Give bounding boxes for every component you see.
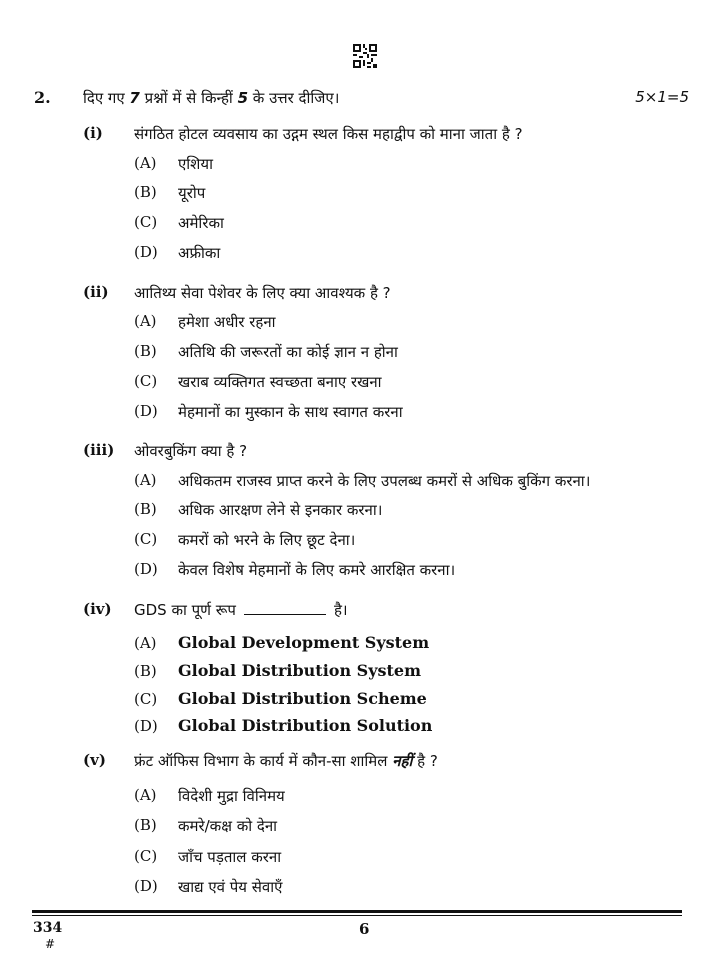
option-label: (C)	[134, 530, 158, 548]
option-text: अतिथि की जरूरतों का कोई ज्ञान न होना	[178, 343, 398, 361]
option-label: (C)	[134, 847, 158, 865]
subquestion-text: आतिथ्य सेवा पेशेवर के लिए क्या आवश्यक है ?	[134, 284, 391, 302]
option-text: अधिक आरक्षण लेने से इनकार करना।	[178, 501, 383, 519]
subquestion-text: संगठित होटल व्यवसाय का उद्गम स्थल किस महाद्वीप को माना जाता है ?	[134, 125, 523, 143]
option-text: खराब व्यक्तिगत स्वच्छता बनाए रखना	[178, 373, 382, 391]
option-label: (B)	[134, 342, 157, 360]
subquestion-label: (iv)	[83, 600, 112, 618]
option-label: (B)	[134, 183, 157, 201]
answer-count: 5	[237, 89, 249, 107]
option-text: कमरों को भरने के लिए छूट देना।	[178, 531, 356, 549]
subquestion-label: (i)	[83, 124, 103, 142]
option-text: अधिकतम राजस्व प्राप्त करने के लिए उपलब्ध कमरों से अधिक बुकिंग करना।	[178, 472, 591, 490]
option-label: (A)	[134, 312, 157, 330]
option-text: विदेशी मुद्रा विनिमय	[178, 787, 285, 805]
footer-divider-thin	[32, 915, 682, 916]
footer-divider	[32, 910, 682, 913]
qr-code-icon	[353, 44, 377, 68]
option-text: Global Distribution Solution	[178, 716, 433, 735]
option-label: (A)	[134, 471, 157, 489]
option-text: Global Development System	[178, 633, 430, 652]
footer-hash: #	[45, 937, 56, 951]
option-text: एशिया	[178, 155, 213, 173]
question-marks: 5×1=5	[635, 88, 689, 106]
option-label: (D)	[134, 243, 158, 261]
subquestion-text: ओवरबुकिंग क्या है ?	[134, 442, 248, 460]
option-label: (C)	[134, 213, 158, 231]
subquestion-label: (iii)	[83, 441, 115, 459]
option-label: (A)	[134, 786, 157, 804]
emphasis-not: नहीं	[392, 752, 413, 770]
question-instruction: दिए गए 7 प्रश्नों में से किन्हीं 5 के उत्तर दीजिए।	[83, 89, 340, 107]
option-label: (A)	[134, 154, 157, 172]
page-number: 6	[359, 920, 370, 938]
option-text: मेहमानों का मुस्कान के साथ स्वागत करना	[178, 403, 403, 421]
option-label: (D)	[134, 560, 158, 578]
option-text: यूरोप	[178, 184, 206, 202]
total-count: 7	[129, 89, 140, 107]
option-label: (B)	[134, 500, 157, 518]
subquestion-label: (v)	[83, 751, 106, 769]
option-text: कमरे/कक्ष को देना	[178, 817, 278, 835]
option-label: (A)	[134, 634, 157, 652]
option-text: अमेरिका	[178, 214, 224, 232]
option-text: केवल विशेष मेहमानों के लिए कमरे आरक्षित करना।	[178, 561, 456, 579]
option-label: (B)	[134, 816, 157, 834]
subquestion-text: GDS का पूर्ण रूप है।	[134, 601, 348, 619]
paper-code: 334	[33, 920, 63, 936]
option-text: Global Distribution Scheme	[178, 689, 427, 708]
option-text: अफ्रीका	[178, 244, 221, 262]
option-label: (C)	[134, 690, 158, 708]
option-label: (D)	[134, 402, 158, 420]
option-text: जाँच पड़ताल करना	[178, 848, 282, 866]
fill-in-blank	[244, 614, 326, 615]
option-label: (D)	[134, 717, 158, 735]
option-label: (C)	[134, 372, 158, 390]
option-label: (B)	[134, 662, 157, 680]
subquestion-text: फ्रंट ऑफिस विभाग के कार्य में कौन-सा शामिल नहीं है ?	[134, 752, 438, 770]
option-text: Global Distribution System	[178, 661, 421, 680]
option-text: हमेशा अधीर रहना	[178, 313, 276, 331]
option-label: (D)	[134, 877, 158, 895]
option-text: खाद्य एवं पेय सेवाएँ	[178, 878, 283, 896]
question-number: 2.	[34, 88, 51, 107]
subquestion-label: (ii)	[83, 283, 109, 301]
